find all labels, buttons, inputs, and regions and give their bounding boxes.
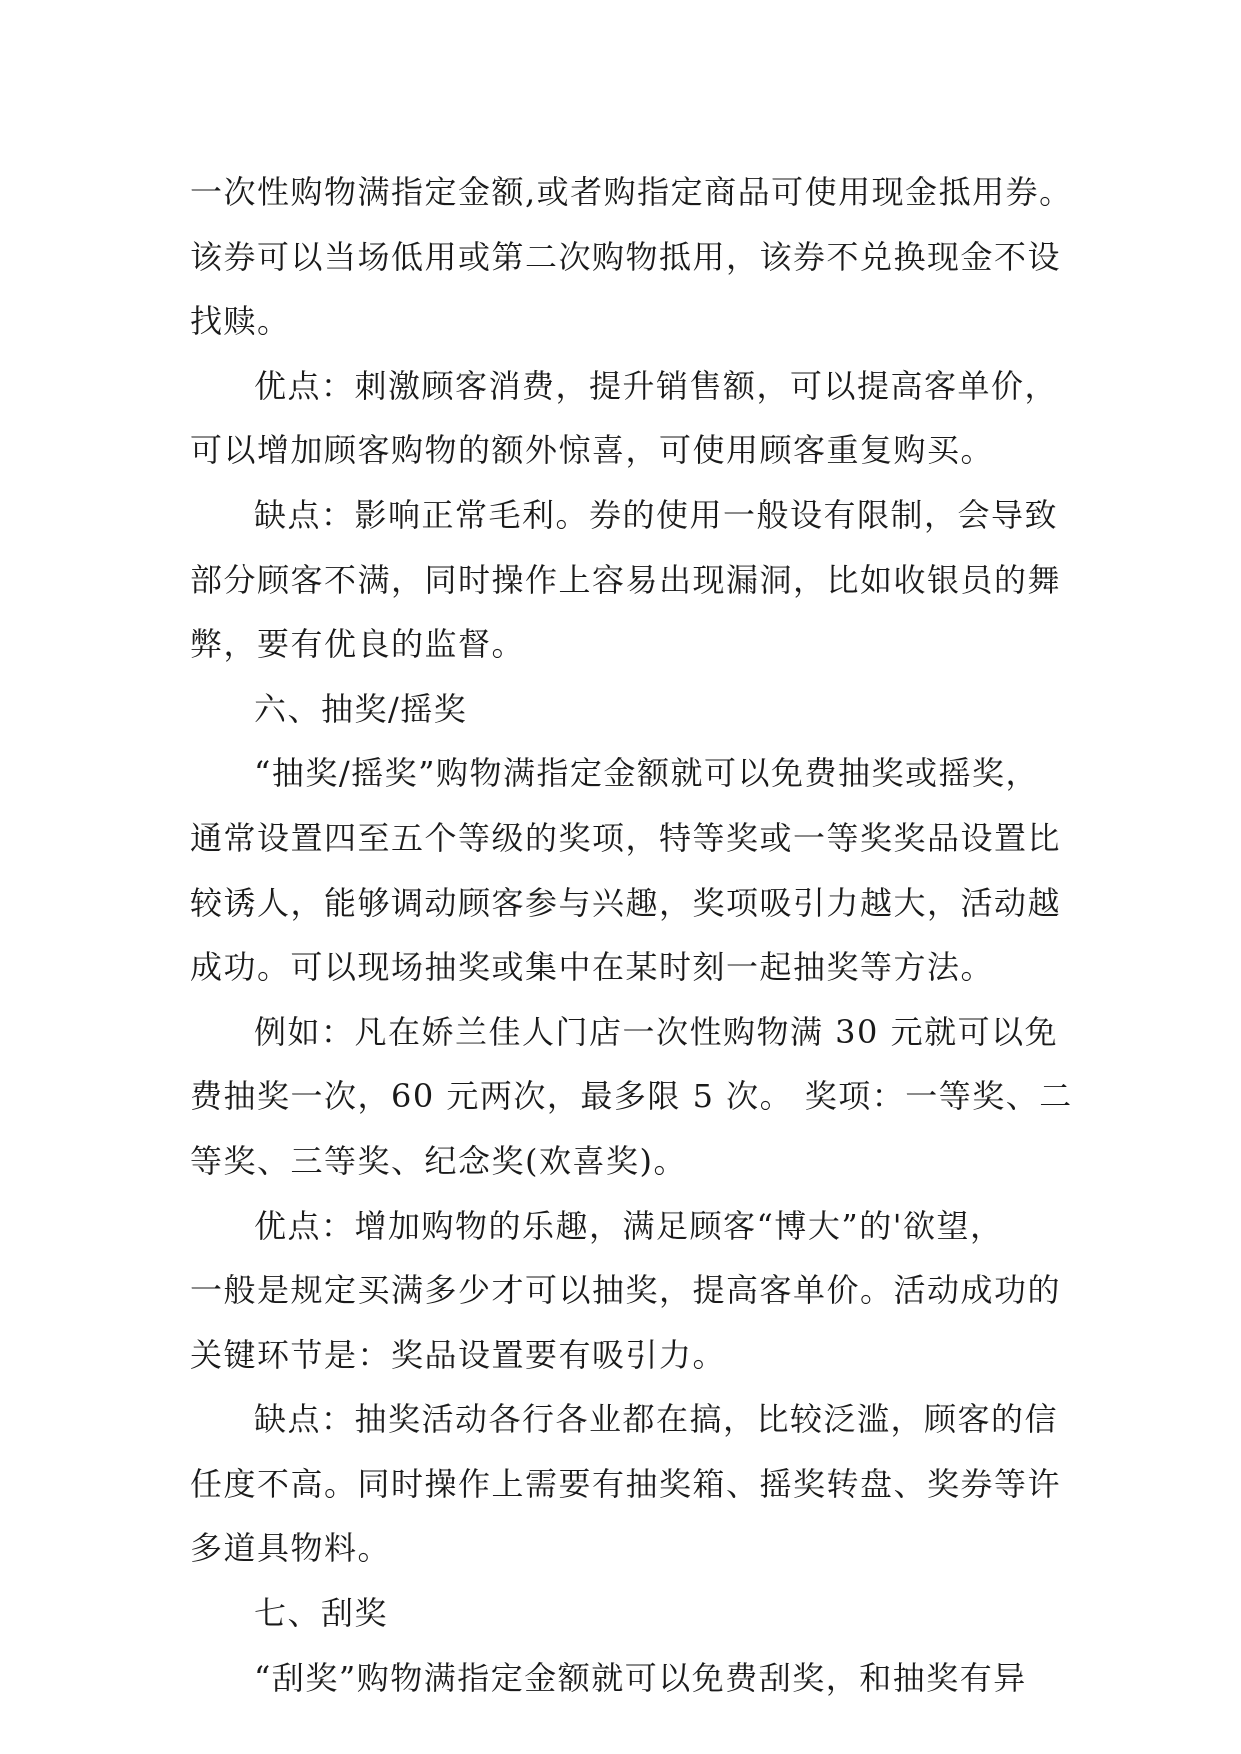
text-line: 多道具物料。: [190, 1529, 392, 1568]
text-line: 部分顾客不满，同时操作上容易出现漏洞，比如收银员的舞: [190, 560, 1062, 599]
text-line: 例如：凡在娇兰佳人门店一次性购物满 30 元就可以免: [254, 1012, 1059, 1051]
text-line: 可以增加顾客购物的额外惊喜，可使用顾客重复购买。: [190, 431, 995, 470]
text-line: 找赎。: [190, 302, 291, 341]
section-heading: 七、刮奖: [254, 1594, 389, 1633]
text-line: 该券可以当场低用或第二次购物抵用，该券不兑换现金不设: [190, 237, 1062, 276]
text-line: “刮奖”购物满指定金额就可以免费刮奖，和抽奖有异: [254, 1658, 1027, 1697]
text-line: 成功。可以现场抽奖或集中在某时刻一起抽奖等方法。: [190, 948, 995, 987]
text-line: 一般是规定买满多少才可以抽奖，提高客单价。活动成功的: [190, 1271, 1062, 1310]
text-line: 缺点：影响正常毛利。券的使用一般设有限制，会导致: [254, 495, 1059, 534]
text-line: 优点：刺激顾客消费，提升销售额，可以提高客单价，: [254, 366, 1059, 405]
text-line: 费抽奖一次，60 元两次，最多限 5 次。 奖项：一等奖、二: [190, 1077, 1073, 1116]
text-line: 通常设置四至五个等级的奖项，特等奖或一等奖奖品设置比: [190, 818, 1062, 857]
section-heading: 六、抽奖/摇奖: [254, 689, 468, 728]
text-line: 较诱人，能够调动顾客参与兴趣，奖项吸引力越大，活动越: [190, 883, 1062, 922]
text-line: 弊，要有优良的监督。: [190, 625, 526, 664]
text-line: 优点：增加购物的乐趣，满足顾客“博大”的'欲望，: [254, 1206, 1004, 1245]
text-line: 缺点：抽奖活动各行各业都在搞，比较泛滥，顾客的信: [254, 1400, 1059, 1439]
text-line: “抽奖/摇奖”购物满指定金额就可以免费抽奖或摇奖，: [254, 754, 1040, 793]
document-page: [190, 160, 1073, 1710]
text-line: 等奖、三等奖、纪念奖(欢喜奖)。: [190, 1141, 687, 1180]
text-line: 任度不高。同时操作上需要有抽奖箱、摇奖转盘、奖券等许: [190, 1464, 1062, 1503]
text-line: 一次性购物满指定金额,或者购指定商品可使用现金抵用券。: [190, 173, 1073, 211]
text-line: 关键环节是：奖品设置要有吸引力。: [190, 1335, 727, 1374]
